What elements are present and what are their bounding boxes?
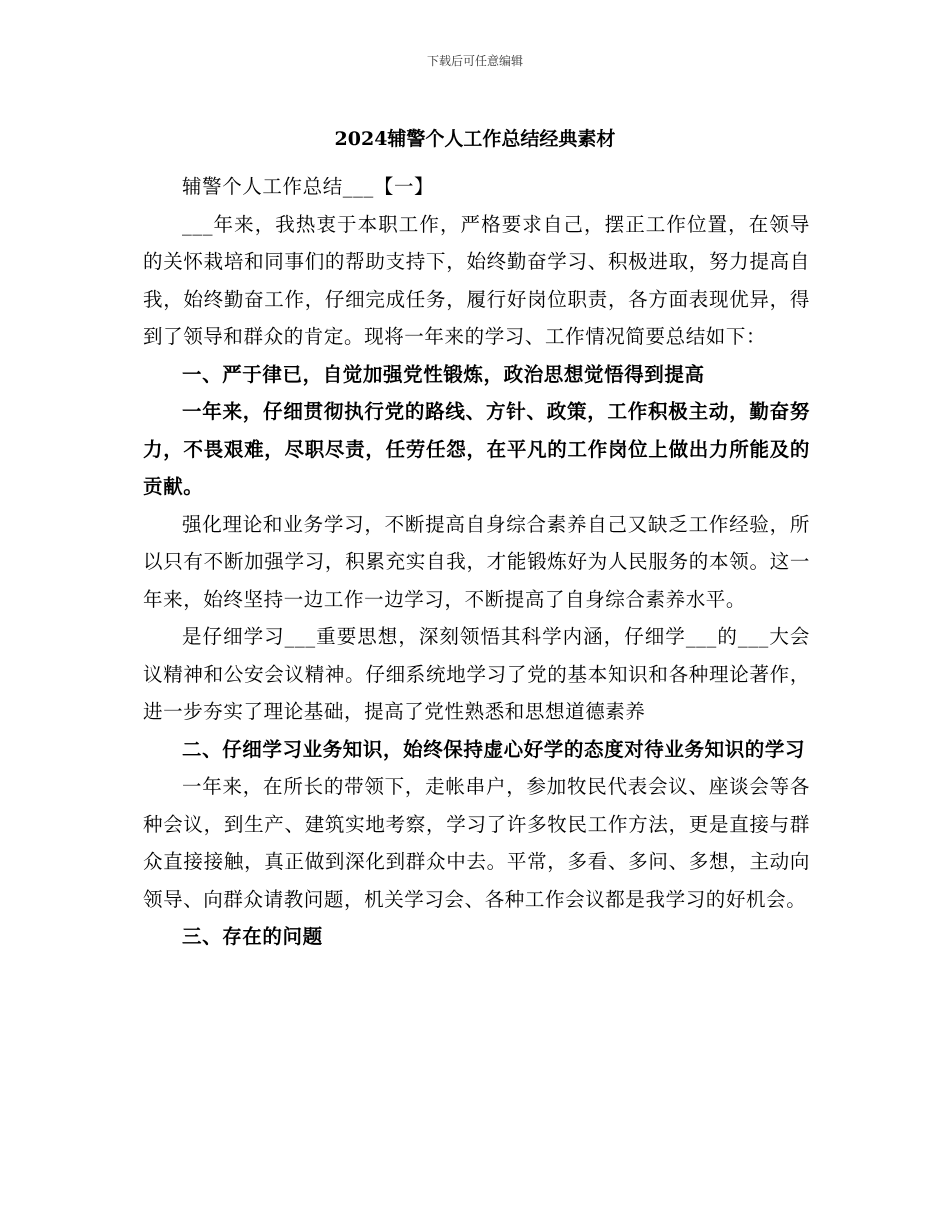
section-heading-3: 三、存在的问题 — [182, 925, 323, 948]
body-paragraph-study: 强化理论和业务学习，不断提高自身综合素养自己又缺乏工作经验，所以只有不断加强学习，积累充实自我，才能锻炼好为人民服务的本领。这一年来，始终坚持一边工作一边学习，不断提高了自身综合素养水平。 — [143, 512, 810, 611]
document-body — [143, 168, 810, 956]
intro-paragraph: ___年来，我热衷于本职工作，严格要求自己，摆正工作位置，在领导的关怀栽培和同事们的帮助支持下，始终勤奋学习、积极进取，努力提高自我，始终勤奋工作，仔细完成任务，履行好岗位职责，各方面表现优异，得到了领导和群众的肯定。现将一年来的学习、工作情况简要总结如下： — [143, 212, 810, 348]
document-title: 2024辅警个人工作总结经典素材 — [334, 128, 616, 150]
body-paragraph-practice: 一年来，在所长的带领下，走帐串户，参加牧民代表会议、座谈会等各种会议，到生产、建筑实地考察，学习了许多牧民工作方法，更是直接与群众直接接触，真正做到深化到群众中去。平常，多看、多问、多想，主动向领导、向群众请教问题，机关学习会、各种工作会议都是我学习的好机会。 — [143, 775, 810, 911]
body-paragraph-theory: 是仔细学习___重要思想，深刻领悟其科学内涵，仔细学___的___大会议精神和公安会议精神。仔细系统地学习了党的基本知识和各种理论著作，进一步夯实了理论基础，提高了党性熟悉和思想道德素养 — [143, 625, 810, 723]
bold-paragraph: 一年来，仔细贯彻执行党的路线、方针、政策，工作积极主动，勤奋努力，不畏艰难，尽职尽责，任劳任怨，在平凡的工作岗位上做出力所能及的贡献。 — [143, 400, 810, 498]
subtitle-paragraph: 辅警个人工作总结___【一】 — [182, 175, 435, 198]
section-heading-1: 一、严于律已，自觉加强党性锻炼，政治思想觉悟得到提高 — [182, 362, 705, 386]
section-heading-2: 二、仔细学习业务知识，始终保持虚心好学的态度对待业务知识的学习 — [182, 737, 806, 761]
page-header-note: 下载后可任意编辑 — [426, 54, 523, 68]
